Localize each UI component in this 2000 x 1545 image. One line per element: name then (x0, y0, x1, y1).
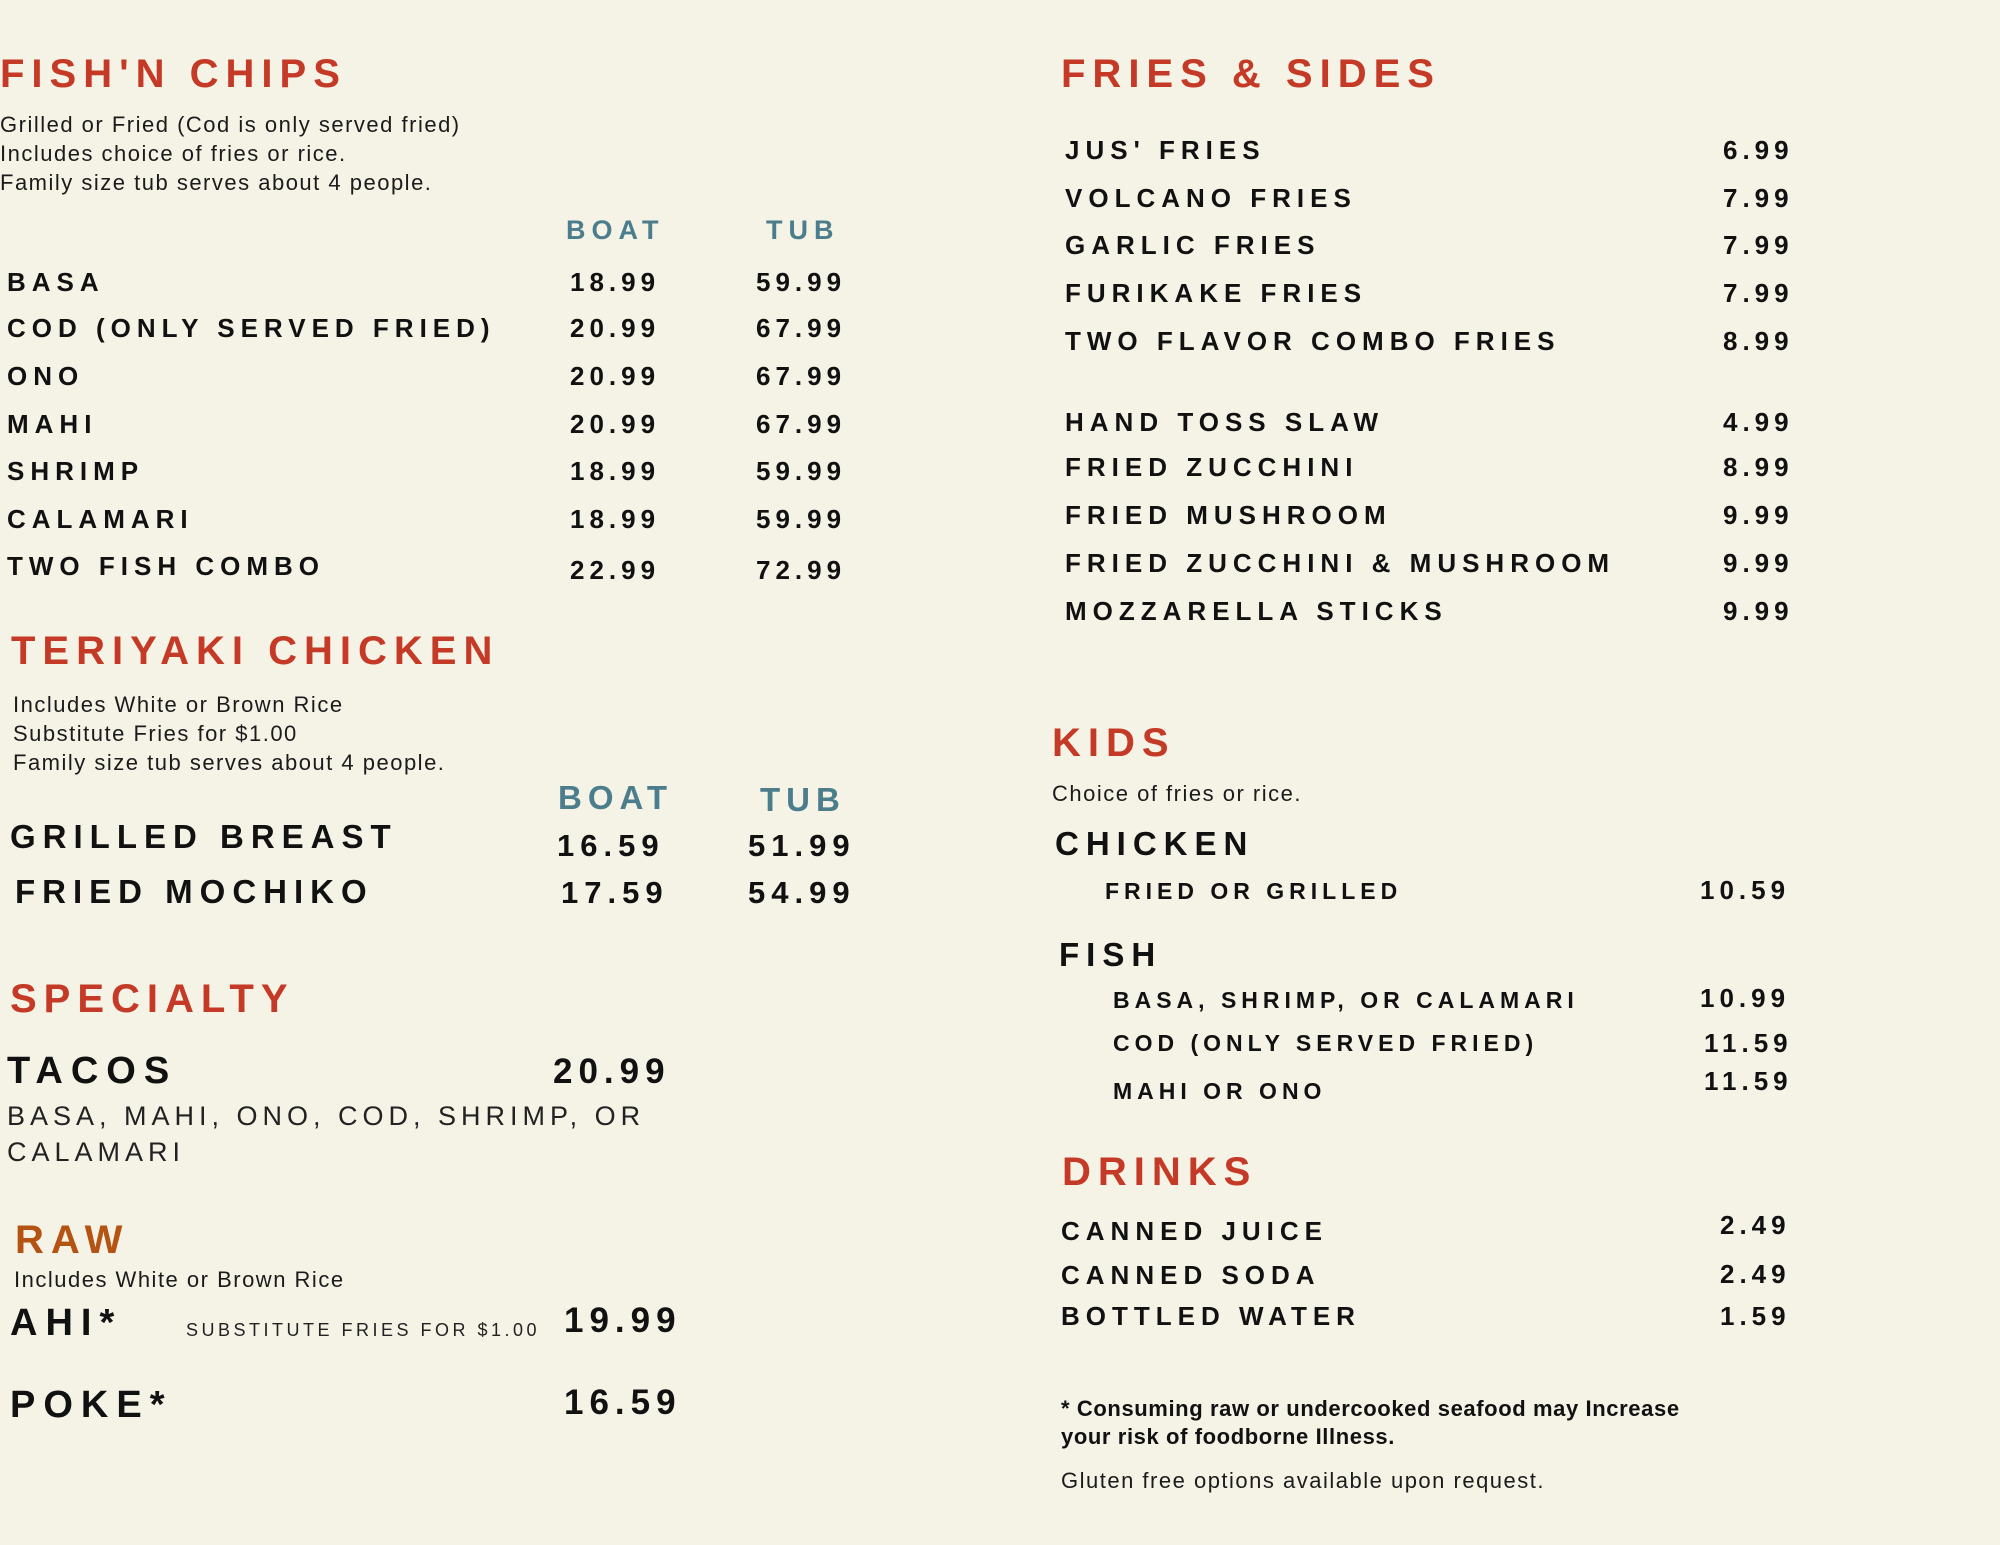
teriyaki-item-tub-price: 54.99 (748, 875, 856, 910)
kids-fish-name: FISH (1059, 936, 1163, 973)
fries-item-price: 7.99 (1723, 230, 1794, 260)
fish-item-name: MAHI (7, 409, 98, 439)
sides-item-price: 8.99 (1723, 452, 1794, 482)
sides-item-name: HAND TOSS SLAW (1065, 407, 1384, 437)
sides-item-name: FRIED ZUCCHINI & MUSHROOM (1065, 548, 1616, 578)
teriyaki-item-name: FRIED MOCHIKO (15, 873, 374, 910)
fries-item-price: 8.99 (1723, 326, 1794, 356)
teriyaki-item-boat-price: 17.59 (561, 875, 669, 910)
fish-chips-col-boat: BOAT (566, 215, 665, 245)
teriyaki-item-tub-price: 51.99 (748, 828, 856, 863)
fries-item-name: TWO FLAVOR COMBO FRIES (1065, 326, 1561, 356)
kids-fish-option: BASA, SHRIMP, OR CALAMARI (1113, 987, 1579, 1013)
kids-chicken-name: CHICKEN (1055, 825, 1255, 862)
kids-desc: Choice of fries or rice. (1052, 781, 1302, 806)
raw-item-name: POKE* (10, 1384, 173, 1426)
fish-item-boat-price: 18.99 (570, 504, 661, 534)
fish-item-boat-price: 22.99 (570, 555, 661, 585)
drinks-item-price: 2.49 (1720, 1259, 1791, 1289)
raw-item-price: 16.59 (564, 1383, 682, 1422)
kids-fish-option-price: 10.99 (1700, 983, 1791, 1013)
fish-chips-title: FISH'N CHIPS (0, 52, 347, 96)
teriyaki-desc-1: Includes White or Brown Rice (13, 692, 344, 717)
kids-title: KIDS (1052, 721, 1176, 765)
sides-item-name: MOZZARELLA STICKS (1065, 596, 1448, 626)
fries-item-price: 7.99 (1723, 278, 1794, 308)
fish-item-tub-price: 59.99 (756, 267, 847, 297)
raw-item-price: 19.99 (564, 1301, 682, 1340)
fish-item-boat-price: 20.99 (570, 409, 661, 439)
fries-item-price: 6.99 (1723, 135, 1794, 165)
drinks-title: DRINKS (1062, 1150, 1258, 1194)
teriyaki-desc-3: Family size tub serves about 4 people. (13, 750, 446, 775)
drinks-item-name: BOTTLED WATER (1061, 1301, 1361, 1331)
teriyaki-col-boat: BOAT (558, 779, 674, 816)
fries-item-name: VOLCANO FRIES (1065, 183, 1357, 213)
fish-item-name: TWO FISH COMBO (7, 551, 325, 581)
raw-item-name: AHI* (10, 1302, 123, 1344)
raw-item-note: SUBSTITUTE FRIES FOR $1.00 (186, 1320, 541, 1340)
fries-item-name: FURIKAKE FRIES (1065, 278, 1368, 308)
fish-item-name: ONO (7, 361, 85, 391)
fish-item-boat-price: 18.99 (570, 456, 661, 486)
kids-fish-option-price: 11.59 (1704, 1028, 1793, 1058)
fish-item-tub-price: 59.99 (756, 504, 847, 534)
sides-item-price: 9.99 (1723, 548, 1794, 578)
fish-item-name: SHRIMP (7, 456, 145, 486)
drinks-item-price: 2.49 (1720, 1210, 1791, 1240)
drinks-item-price: 1.59 (1720, 1301, 1791, 1331)
fish-chips-col-tub: TUB (766, 215, 840, 245)
fish-item-name: BASA (7, 267, 105, 297)
fish-item-tub-price: 72.99 (756, 555, 847, 585)
sides-item-price: 4.99 (1723, 407, 1794, 437)
fries-sides-title: FRIES & SIDES (1061, 52, 1441, 96)
specialty-item-desc-2: CALAMARI (7, 1137, 186, 1167)
raw-title: RAW (15, 1218, 130, 1262)
specialty-title: SPECIALTY (10, 977, 295, 1021)
fish-item-boat-price: 20.99 (570, 313, 661, 343)
fries-item-name: JUS' FRIES (1065, 135, 1266, 165)
raw-seafood-warning-2: your risk of foodborne Illness. (1061, 1424, 1395, 1449)
drinks-item-name: CANNED SODA (1061, 1260, 1321, 1290)
kids-fish-option-price: 11.59 (1704, 1066, 1793, 1096)
kids-fish-option: MAHI OR ONO (1113, 1078, 1327, 1104)
specialty-item-desc-1: BASA, MAHI, ONO, COD, SHRIMP, OR (7, 1101, 646, 1131)
fish-chips-desc-1: Grilled or Fried (Cod is only served fried) (0, 112, 461, 137)
fish-item-boat-price: 18.99 (570, 267, 661, 297)
kids-fish-option: COD (ONLY SERVED FRIED) (1113, 1030, 1539, 1056)
teriyaki-col-tub: TUB (760, 781, 846, 818)
sides-item-price: 9.99 (1723, 500, 1794, 530)
sides-item-name: FRIED ZUCCHINI (1065, 452, 1359, 482)
fish-chips-desc-3: Family size tub serves about 4 people. (0, 170, 433, 195)
kids-chicken-price: 10.59 (1700, 875, 1791, 905)
sides-item-name: FRIED MUSHROOM (1065, 500, 1392, 530)
specialty-item-price: 20.99 (553, 1052, 671, 1091)
fish-item-name: CALAMARI (7, 504, 194, 534)
fish-item-tub-price: 59.99 (756, 456, 847, 486)
fish-item-name: COD (ONLY SERVED FRIED) (7, 313, 496, 343)
teriyaki-title: TERIYAKI CHICKEN (11, 629, 500, 673)
sides-item-price: 9.99 (1723, 596, 1794, 626)
fish-item-tub-price: 67.99 (756, 361, 847, 391)
fries-item-name: GARLIC FRIES (1065, 230, 1321, 260)
gluten-free-note: Gluten free options available upon request. (1061, 1468, 1546, 1493)
fries-item-price: 7.99 (1723, 183, 1794, 213)
kids-chicken-option: FRIED OR GRILLED (1105, 878, 1403, 904)
raw-seafood-warning-1: * Consuming raw or undercooked seafood may Increase (1061, 1396, 1680, 1421)
fish-chips-desc-2: Includes choice of fries or rice. (0, 141, 347, 166)
fish-item-tub-price: 67.99 (756, 313, 847, 343)
teriyaki-desc-2: Substitute Fries for $1.00 (13, 721, 298, 746)
specialty-item-name: TACOS (7, 1050, 178, 1092)
raw-desc: Includes White or Brown Rice (14, 1267, 345, 1292)
fish-item-tub-price: 67.99 (756, 409, 847, 439)
teriyaki-item-boat-price: 16.59 (557, 828, 665, 863)
fish-item-boat-price: 20.99 (570, 361, 661, 391)
drinks-item-name: CANNED JUICE (1061, 1216, 1329, 1246)
teriyaki-item-name: GRILLED BREAST (10, 818, 398, 855)
